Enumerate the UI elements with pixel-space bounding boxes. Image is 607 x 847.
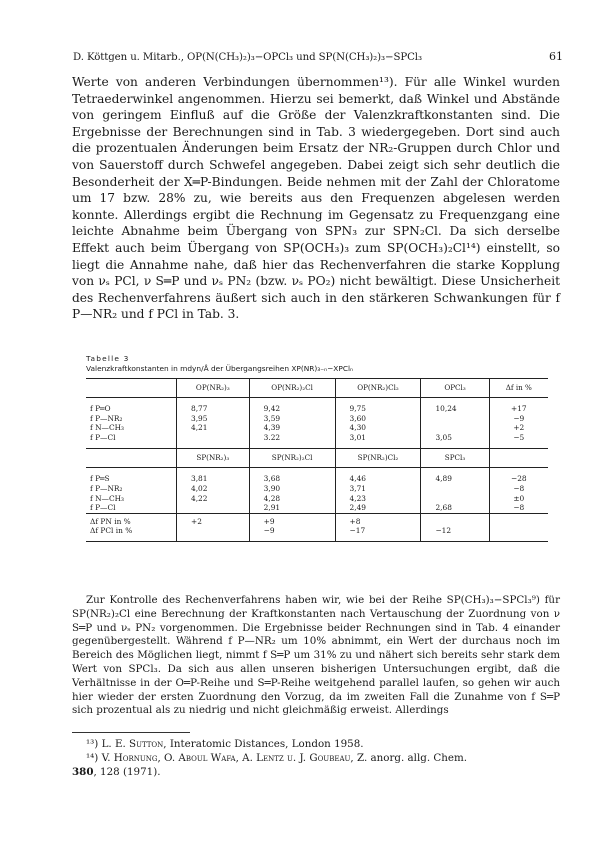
column-header: SPCl₃ (421, 449, 489, 468)
table-cell: 2,91 (249, 503, 335, 513)
table-cell: 8,77 (177, 404, 250, 414)
footnote-rest: , 128 (1971). (93, 766, 161, 778)
table-cell: 4,46 (335, 474, 421, 484)
table-cell: 4,22 (177, 494, 250, 504)
table-row (86, 503, 548, 513)
row-label: Δf PCl in % (90, 526, 133, 536)
table-label: Tabelle 3 (86, 354, 130, 363)
table-cell: 4,23 (335, 494, 421, 504)
table-row (86, 414, 548, 424)
row-label: f P═S (90, 474, 110, 484)
row-label: f P—NR₂ (90, 483, 123, 493)
table-cell: −17 (335, 526, 421, 536)
table-row (86, 484, 548, 494)
table-cell: 3,90 (249, 484, 335, 494)
table-cell (489, 517, 548, 527)
table-cell (421, 414, 489, 424)
footnote-author: V. Hornung, O. Aboul Wafa, A. Lentz u. J. Goubeau (101, 752, 351, 764)
table-cell: 4,30 (335, 423, 421, 433)
table-row (86, 474, 548, 484)
running-title: D. Köttgen u. Mitarb., OP(N(CH₃)₂)₃−OPCl₃ und SP(N(CH₃)₂)₃−SPCl₃ (73, 52, 422, 63)
table-caption-block (86, 354, 353, 373)
footnote-author: L. E. Sutton (101, 738, 164, 750)
table-row (86, 494, 548, 504)
table-cell: 4,21 (177, 423, 250, 433)
table-cell: −28 (489, 474, 548, 484)
table-cell (421, 423, 489, 433)
table-cell (421, 484, 489, 494)
footnotes (72, 737, 560, 779)
column-header (489, 449, 548, 468)
table-cell: 3,05 (421, 433, 489, 443)
table-row (86, 404, 548, 414)
table-cell (177, 503, 250, 513)
row-label: f P═O (90, 404, 111, 413)
footnote-14-continued (72, 765, 560, 779)
header-blank (86, 449, 177, 468)
table-cell: 4,89 (421, 474, 489, 484)
table-cell: 2,49 (335, 503, 421, 513)
column-header: OPCl₃ (421, 379, 489, 398)
small-text (72, 594, 560, 718)
table-cell: 4,02 (177, 484, 250, 494)
table-cell (421, 494, 489, 504)
table-cell: 2,68 (421, 503, 489, 513)
table-row (86, 433, 548, 443)
footnote-volume: 380 (72, 766, 94, 778)
row-label: f N—CH₃ (90, 423, 125, 433)
footnote-13 (72, 737, 560, 751)
table-cell: 10,24 (421, 404, 489, 414)
row-label: f P—Cl (90, 503, 116, 513)
table-row (86, 423, 548, 433)
table-cell: 3,71 (335, 484, 421, 494)
table-cell: +2 (177, 517, 250, 527)
header-blank (86, 379, 177, 398)
footnote-text: , Interatomic Distances, London 1958. (163, 738, 364, 750)
column-header: Δf in % (489, 379, 548, 398)
table-cell: +17 (489, 404, 548, 414)
table-cell: +9 (249, 517, 335, 527)
table-cell: −5 (489, 433, 548, 443)
table-cell: 3,60 (335, 414, 421, 424)
small-paragraph: Zur Kontrolle des Rechenverfahrens haben wir, wie bei der Reihe SP(CH₃)₃−SPCl₃⁹) für SP(NR₂)₂Cl eine Berechnung der Kraftkonstanten nach Vertauschung der Zuordnung von ν S═P und νₛ PN₂ vorgenommen. Die Ergebnisse beider Rechnungen sind in Tab. 4 einander gegenübergestellt. Während f P—NR₂ um 10% abnimmt, ein Wert der durchaus noch im Bereich des Möglichen liegt, nimmt f S═P um 31% zu und nähert sich bereits sehr stark dem Wert von SPCl₃. Da sich aus allen unseren bisherigen Untersuchungen ergibt, daß die Verhältnisse in der O═P-Reihe und S═P-Reihe weitgehend parallel laufen, so gehen wir auch hier wieder der ersten Zuordnung den Vorzug, da im zweiten Fall die Zunahme von f S═P sich prozentual als zu niedrig und nicht gleichmäßig erweist. Allerdings (72, 594, 560, 717)
row-label: f N—CH₃ (90, 493, 125, 503)
table-header-row (86, 379, 548, 398)
page-number: 61 (549, 50, 563, 63)
row-label: f P—NR₂ (90, 413, 123, 423)
table-cell (421, 517, 489, 527)
table-cell: 9,42 (249, 404, 335, 414)
table-cell: −8 (489, 503, 548, 513)
running-header (73, 50, 563, 66)
column-header: OP(NR₂)Cl₂ (335, 379, 421, 398)
table-cell: 4,28 (249, 494, 335, 504)
table-spacer (86, 536, 548, 542)
body-text (72, 74, 560, 323)
table-cell: −12 (421, 526, 489, 536)
body-paragraph: Werte von anderen Verbindungen übernommen¹³). Für alle Winkel wurden Tetraederwinkel angenommen. Hierzu sei bemerkt, daß Winkel und Abstände von geringem Einfluß auf die Größe der Valenzkraftkonstanten sind. Die Ergebnisse der Berechnungen sind in Tab. 3 wiedergegeben. Dort sind auch die prozentualen Änderungen beim Ersatz der NR₂-Gruppen durch Chlor und von Sauerstoff durch Schwefel angegeben. Dabei zeigt sich sehr deutlich die Besonderheit der X═P-Bindungen. Beide nehmen mit der Zahl der Chloratome um 17 bzw. 28% zu, wie bereits aus den Frequenzen abgelesen werden konnte. Allerdings ergibt die Rechnung im Gegensatz zu Frequenzgang eine leichte Abnahme beim Übergang von SPN₃ zur SPN₂Cl. Da sich derselbe Effekt auch beim Übergang von SP(OCH₃)₃ zum SP(OCH₃)₂Cl¹⁴) einstellt, so liegt die Annahme nahe, daß hier das Rechenverfahren die starke Kopplung von νₛ PCl, ν S═P und νₛ PN₂ (bzw. νₛ PO₂) nicht bewältigt. Diese Unsicherheit des Rechenverfahrens äußert sich auch in den stärkeren Schwankungen für f P—NR₂ und f PCl in Tab. 3. (72, 75, 560, 322)
table-cell: 9,75 (335, 404, 421, 414)
table-cell: 4,39 (249, 423, 335, 433)
column-header: SP(NR₂)Cl₂ (335, 449, 421, 468)
table-row (86, 526, 548, 536)
column-header: OP(NR₂)₂Cl (249, 379, 335, 398)
table-cell (177, 433, 250, 443)
table-cell: −9 (489, 414, 548, 424)
table-cell: +8 (335, 517, 421, 527)
table-cell: +2 (489, 423, 548, 433)
column-header: OP(NR₂)₃ (177, 379, 250, 398)
footnote-rule (72, 732, 190, 733)
column-header: SP(NR₂)₃ (177, 449, 250, 468)
table-cell (489, 526, 548, 536)
force-constant-table (86, 378, 548, 542)
footnote-text: , Z. anorg. allg. Chem. (350, 752, 468, 764)
table-cell (177, 526, 250, 536)
footnote-mark: ¹³) (86, 738, 99, 750)
table-cell: 3,68 (249, 474, 335, 484)
table-row (86, 517, 548, 527)
table-cell: 3,59 (249, 414, 335, 424)
footnote-mark: ¹⁴) (86, 752, 99, 764)
table-cell: 3,01 (335, 433, 421, 443)
table-cell: −8 (489, 484, 548, 494)
row-label: Δf PN in % (90, 516, 131, 526)
table-caption: Valenzkraftkonstanten in mdyn/Å der Übergangsreihen XP(NR)₃₋ₙ−XPClₙ (86, 363, 353, 373)
column-header: SP(NR₂)₂Cl (249, 449, 335, 468)
table-cell: −9 (249, 526, 335, 536)
footnote-14 (72, 751, 560, 765)
table-cell: 3,95 (177, 414, 250, 424)
table-cell: 3.22 (249, 433, 335, 443)
table-cell: 3,81 (177, 474, 250, 484)
table-cell: ±0 (489, 494, 548, 504)
row-label: f P—Cl (90, 432, 116, 442)
table-header-row (86, 449, 548, 468)
